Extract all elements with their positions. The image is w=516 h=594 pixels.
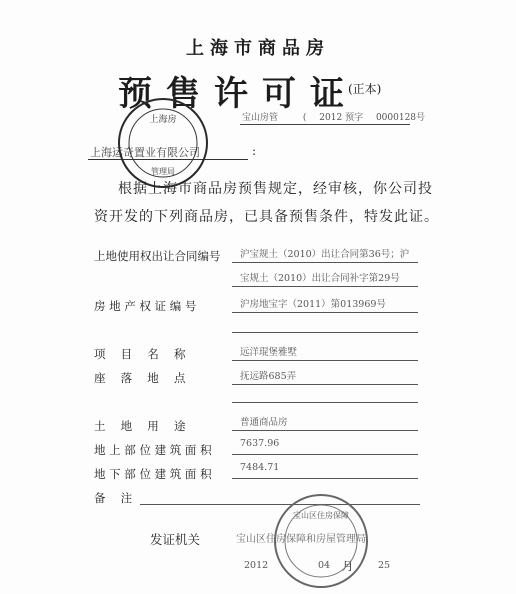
issue-year: 2012: [244, 560, 269, 571]
field-rule: [232, 430, 418, 431]
reference-open-paren: (: [302, 113, 307, 123]
field-rule: [232, 312, 418, 313]
reference-year: 2012: [319, 113, 343, 123]
document-title-note: (正本): [348, 82, 382, 96]
seal-ring-icon: [120, 100, 206, 186]
field-label-project-name: 项 目 名 称: [94, 347, 186, 361]
field-value-below-ground-area: 7484.71: [240, 462, 280, 473]
company-colon: :: [252, 144, 257, 158]
seal-ring-icon: [276, 496, 366, 586]
issue-month: 04: [318, 560, 331, 571]
statement-line-2: 资开发的下列商品房，已具备预售条件，特发此证。: [94, 209, 439, 225]
field-rule: [232, 384, 418, 385]
company-name: 上海运奇置业有限公司: [90, 146, 200, 159]
reference-prefix: 宝山房管: [242, 113, 279, 123]
svg-text:管理局: 管理局: [151, 167, 175, 176]
field-rule: [232, 454, 418, 455]
field-value-land-contract-1: 沪宝规土（2010）出让合同第36号；沪: [240, 249, 410, 260]
field-value-location: 抚远路685弄: [240, 371, 297, 382]
reference-type: 预字: [345, 113, 364, 123]
field-rule: [232, 402, 418, 403]
field-label-location: 座 落 地 点: [94, 371, 186, 385]
reference-number: 0000128: [375, 113, 417, 123]
field-rule: [232, 262, 418, 263]
issue-day: 25: [378, 560, 391, 571]
field-rule: [232, 286, 418, 287]
official-seal-bottom: [274, 494, 368, 588]
permit-reference: [242, 110, 425, 123]
issue-month-unit: 月: [342, 559, 354, 573]
field-label-above-ground-area: 地 上 部 位 建 筑 面 积: [94, 443, 212, 457]
svg-text:宝山区住房保障: 宝山区住房保障: [293, 511, 349, 520]
reference-underline: [240, 124, 410, 125]
issuer-label: 发证机关: [150, 532, 201, 547]
field-label-land-contract: 上地使用权出让合同编号: [94, 249, 221, 263]
issuer-name: 宝山区住房保障和房屋管理局: [236, 534, 366, 545]
field-value-land-use: 普通商品房: [240, 417, 288, 428]
official-seal-top: [118, 98, 208, 188]
document-subtitle: 上海市商品房: [186, 38, 330, 59]
field-rule: [232, 478, 418, 479]
field-rule: [232, 360, 418, 361]
field-value-project-name: 远洋琨堡雅墅: [240, 347, 298, 358]
field-rule: [232, 332, 418, 333]
field-value-land-contract-2: 宝规土（2010）出让合同补字第29号: [240, 273, 400, 284]
statement-line-1: 根据上海市商品房预售规定，经审核，你公司投: [118, 181, 433, 197]
field-label-below-ground-area: 地 下 部 位 建 筑 面 积: [94, 467, 212, 481]
svg-text:上海房: 上海房: [149, 115, 177, 125]
field-value-property-cert: 沪房地宝字（2011）第013969号: [240, 299, 386, 310]
field-label-remarks: 备 注: [94, 491, 133, 505]
field-label-land-use: 土 地 用 途: [94, 419, 186, 433]
document-title: 预售许可证: [118, 74, 358, 114]
reference-suffix: 号: [416, 113, 426, 123]
field-label-property-cert: 房 地 产 权 证 编 号: [94, 299, 197, 313]
field-value-above-ground-area: 7637.96: [240, 438, 280, 449]
